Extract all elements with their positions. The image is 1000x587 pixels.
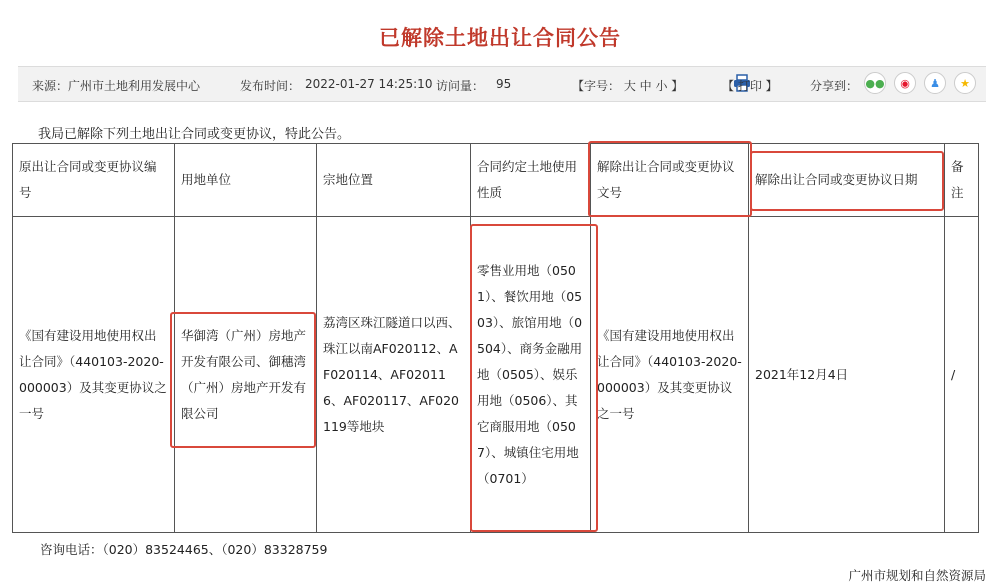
header-release-doc-no: 解除出让合同或变更协议文号 [591, 144, 749, 217]
header-remark: 备注 [945, 144, 979, 217]
source-text: 来源：广州市土地利用发展中心 [32, 79, 201, 93]
cell-contract-no: 《国有建设用地使用权出让合同》（440103-2020-000003）及其变更协议之一号 [13, 217, 175, 533]
table-row [13, 217, 979, 533]
font-size-control[interactable]: 【字号： 大 中 小 】 [572, 79, 684, 93]
cell-land-user: 华御湾（广州）房地产开发有限公司、御穗湾（广州）房地产开发有限公司 [175, 217, 317, 533]
cell-release-date: 2021年12月4日 [749, 217, 945, 533]
header-release-date: 解除出让合同或变更协议日期 [749, 144, 945, 217]
header-location: 宗地位置 [317, 144, 471, 217]
info-bar [18, 66, 986, 102]
publish-time: 2022-01-27 14:25:10 [305, 77, 433, 91]
cell-land-use: 零售业用地（0501）、餐饮用地（0503）、旅馆用地（0504）、商务金融用地（0505）、娱乐用地（0506）、其它商服用地（0507）、城镇住宅用地（0701） [471, 217, 591, 533]
wechat-icon[interactable]: ●● [864, 72, 886, 94]
weibo-icon[interactable]: ◉ [894, 72, 916, 94]
visits-count: 95 [496, 77, 512, 91]
visits-label: 访问量： [436, 79, 485, 93]
contact-info: 咨询电话：（020）83524465、（020）83328759 [40, 542, 328, 557]
cell-release-doc-no: 《国有建设用地使用权出让合同》（440103-2020-000003）及其变更协议之一号 [591, 217, 749, 533]
publish-label: 发布时间： [240, 79, 301, 93]
intro-text: 我局已解除下列土地出让合同或变更协议，特此公告。 [38, 127, 351, 142]
share-label: 分享到： [810, 79, 859, 93]
qq-icon[interactable]: ♟ [924, 72, 946, 94]
cell-remark: / [945, 217, 979, 533]
header-contract-no: 原出让合同或变更协议编号 [13, 144, 175, 217]
print-button[interactable]: 【 打印 】 [722, 79, 778, 93]
cell-location: 荔湾区珠江隧道口以西、珠江以南AF020112、AF020114、AF020116、AF020117、AF020119等地块 [317, 217, 471, 533]
header-land-use: 合同约定土地使用性质 [471, 144, 591, 217]
table-header-row [13, 144, 979, 217]
footer-organization: 广州市规划和自然资源局 [848, 568, 986, 583]
announcement-table [12, 143, 979, 533]
qzone-icon[interactable]: ★ [954, 72, 976, 94]
page-title: 已解除土地出让合同公告 [379, 25, 621, 50]
header-land-user: 用地单位 [175, 144, 317, 217]
